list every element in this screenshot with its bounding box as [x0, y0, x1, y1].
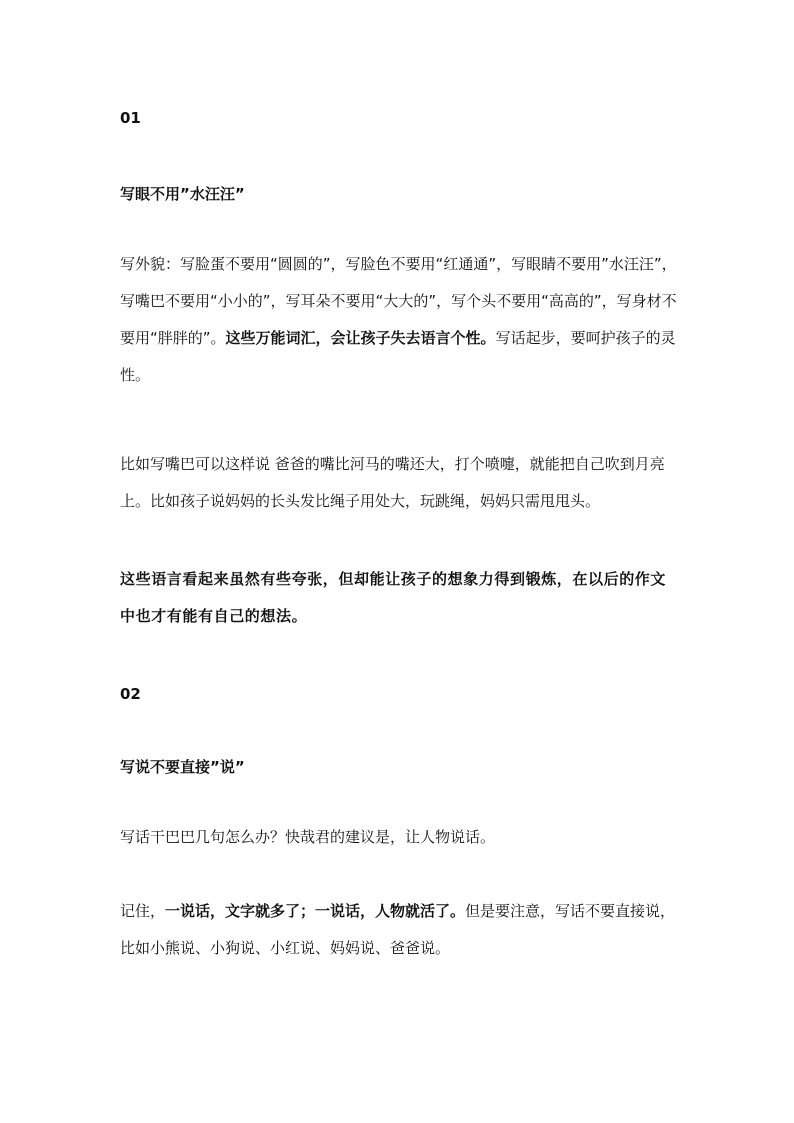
paragraph-bold-text: 一说话，文字就多了；一说话，人物就活了。 [165, 902, 466, 920]
paragraph-text: 记住， [120, 902, 166, 920]
section2-paragraph-2 [120, 893, 680, 967]
paragraph-text: 但是要注意，写话不要直接说，比如小熊说、小狗说、小红说、妈妈说、爸爸说。 [120, 902, 676, 957]
section-number-01: 01 [120, 109, 141, 127]
paragraph-text: 写外貌：写脸蛋不要用“圆圆的”，写脸色不要用“红通通”，写眼睛不要用”水汪汪”，写嘴巴不要用“小小的”，写耳朵不要用“大大的”，写个头不要用“高高的”，写身材不要用“胖胖的”。 [120, 255, 677, 347]
section2-paragraph-1: 写话干巴巴几句怎么办？快哉君的建议是，让人物说话。 [120, 828, 496, 846]
section1-paragraph-3: 这些语言看起来虽然有些夸张，但却能让孩子的想象力得到锻炼，在以后的作文中也才有能有自己的想法。 [120, 570, 667, 625]
paragraph-text: 写话起步，要呵护孩子的灵性。 [120, 329, 676, 384]
section1-paragraph-1 [120, 246, 680, 394]
section-number-02: 02 [120, 685, 141, 703]
section-title-2: 写说不要直接”说” [120, 758, 245, 776]
section-title-1: 写眼不用”水汪汪” [120, 185, 245, 203]
paragraph-bold-text: 这些万能词汇，会让孩子失去语言个性。 [225, 329, 496, 347]
section1-paragraph-2: 比如写嘴巴可以这样说 爸爸的嘴比河马的嘴还大，打个喷嚏，就能把自己吹到月亮上。比如孩子说妈妈的长头发比绳子用处大，玩跳绳，妈妈只需甩甩头。 [120, 455, 665, 510]
